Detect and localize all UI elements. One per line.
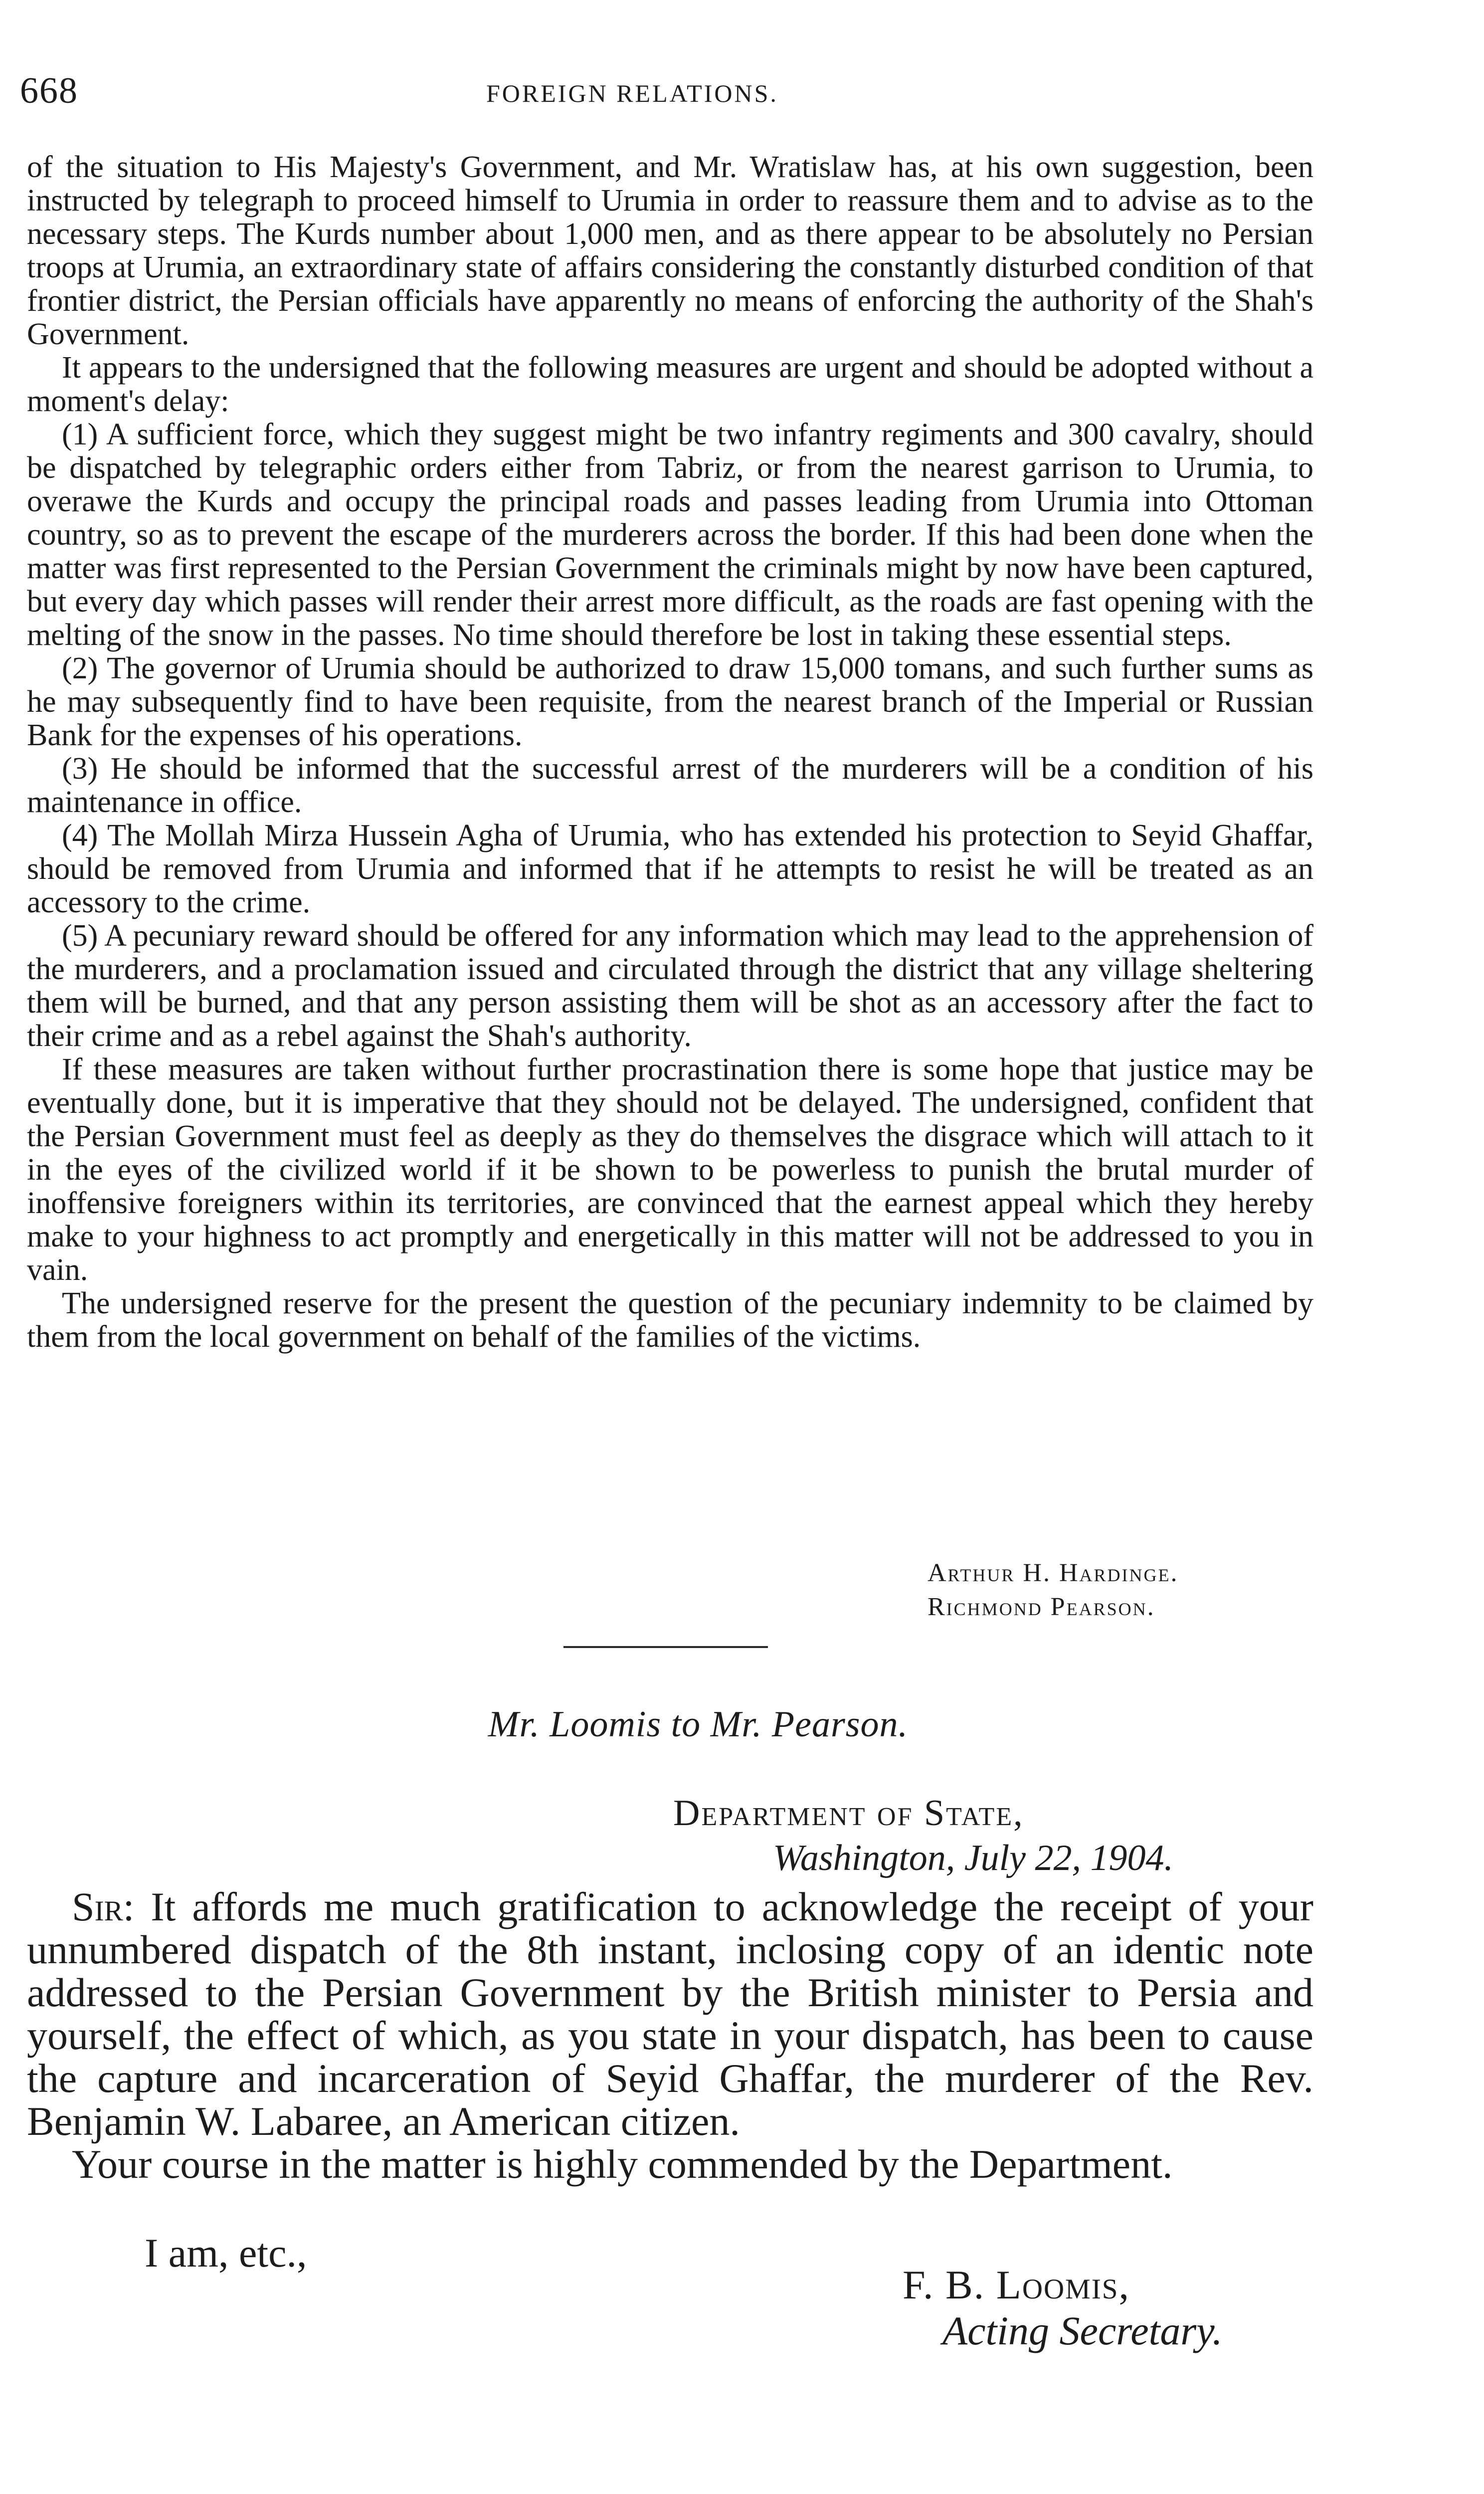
letter-heading: Mr. Loomis to Mr. Pearson.	[488, 1704, 909, 1745]
paragraph: (1) A sufficient force, which they suggest might be two infantry regiments and 300 cavalry, should be dispatched by telegraphic orders either from Tabriz, or from the nearest garrison to Urumia, to overawe the Kurds and occupy the principal roads and passes leading from Urumia into Ottoman country, so as to prevent the escape of the murderers across the border. If this had been done when the matter was first represented to the Persian Government the criminals might by now have been captured, but every day which passes will render their arrest more difficult, as the roads are fast opening with the melting of the snow in the passes. No time should therefore be lost in taking these essential steps.	[27, 417, 1313, 652]
signature-hardinge: Arthur H. Hardinge.	[928, 1559, 1179, 1587]
paragraph: (4) The Mollah Mirza Hussein Agha of Urumia, who has extended his protection to Seyid Ghaffar, should be removed from Urumia and informed that if he attempts to resist he will be treated as an accessory to the crime.	[27, 819, 1313, 919]
paragraph: If these measures are taken without further procrastination there is some hope that justice may be eventually done, but it is imperative that they should not be delayed. The undersigned, confident that the Persian Government must feel as deeply as they do themselves the disgrace which will attach to it in the eyes of the civilized world if it be shown to be powerless to punish the brutal murder of inoffensive foreigners within its territories, are convinced that the earnest appeal which they hereby make to your highness to act promptly and energetically in this matter will not be addressed to you in vain.	[27, 1052, 1313, 1287]
paragraph: (3) He should be informed that the successful arrest of the murderers will be a condition of his maintenance in office.	[27, 752, 1313, 819]
section-divider	[563, 1646, 768, 1648]
letter-paragraph	[27, 1885, 1313, 2143]
place-date-line: Washington, July 22, 1904.	[773, 1838, 1174, 1878]
paragraph: It appears to the undersigned that the following measures are urgent and should be adopted without a moment's delay:	[27, 351, 1313, 418]
signature-pearson: Richmond Pearson.	[928, 1593, 1155, 1621]
page-number: 668	[20, 70, 78, 111]
page-header	[20, 70, 1316, 110]
signature-title: Acting Secretary.	[942, 2308, 1223, 2353]
running-head: FOREIGN RELATIONS.	[486, 79, 778, 107]
identic-note-text	[27, 151, 1313, 1354]
closing: I am, etc.,	[145, 2230, 307, 2276]
paragraph: of the situation to His Majesty's Government, and Mr. Wratislaw has, at his own suggestion, been instructed by telegraph to proceed himself to Urumia in order to reassure them and to advise as to the necessary steps. The Kurds number about 1,000 men, and as there appear to be absolutely no Persian troops at Urumia, an extraordinary state of affairs considering the constantly disturbed condition of that frontier district, the Persian officials have apparently no means of enforcing the authority of the Shah's Government.	[27, 150, 1313, 351]
paragraph: (5) A pecuniary reward should be offered for any information which may lead to the apprehension of the murderers, and a proclamation issued and circulated through the district that any village sheltering them will be burned, and that any person assisting them will be shot as an accessory after the fact to their crime and as a rebel against the Shah's authority.	[27, 919, 1313, 1053]
dateline	[673, 1791, 1173, 1880]
signature-name: F. B. Loomis,	[903, 2262, 1130, 2307]
letter-signature	[903, 2262, 1223, 2354]
letter-paragraph: Your course in the matter is highly commended by the Department.	[72, 2141, 1173, 2187]
letter-body	[27, 1885, 1313, 2186]
note-signatures	[928, 1556, 1179, 1624]
salutation: Sir:	[72, 1884, 135, 1929]
paragraph: (2) The governor of Urumia should be authorized to draw 15,000 tomans, and such further sums as he may subsequently find to have been requisite, from the nearest branch of the Imperial or Russian Bank for the expenses of his operations.	[27, 651, 1313, 752]
paragraph: The undersigned reserve for the present the question of the pecuniary indemnity to be claimed by them from the local government on behalf of the families of the victims.	[27, 1286, 1313, 1354]
department-line: Department of State,	[673, 1793, 1024, 1834]
letter-paragraph-text: It affords me much gratification to acknowledge the receipt of your unnumbered dispatch of the 8th instant, inclosing copy of an identic note addressed to the Persian Government by the British minister to Persia and yourself, the effect of which, as you state in your dispatch, has been to cause the capture and incarceration of Seyid Ghaffar, the murderer of the Rev. Benjamin W. Labaree, an American citizen.	[27, 1884, 1313, 2144]
